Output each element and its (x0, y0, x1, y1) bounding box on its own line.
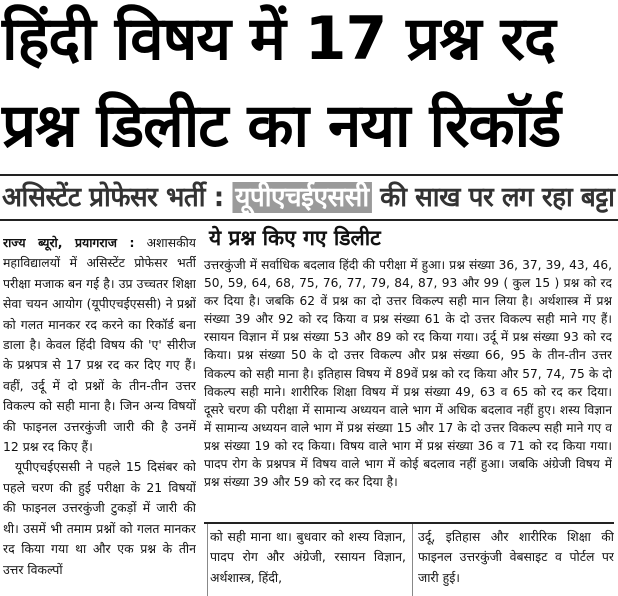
subheadline-highlight: यूपीएचईएससी (232, 182, 371, 213)
column-divider-left (207, 524, 208, 596)
byline: राज्य ब्यूरो, प्रयागराज : (3, 235, 135, 250)
box-divider (204, 522, 614, 524)
article-paragraph-2: यूपीएचईएससी ने पहले 15 दिसंबर को पहले चरण की हुई परीक्षा के 21 विषयों की फाइनल उत्तरकुंजी टुकड़ों में जारी की थी। उसमें भी तमाम प्रश्नों को गलत मानकर रद किया गया था और एक प्रश्न के तीन उत्तर विकल्पों (3, 459, 196, 577)
box-title: ये प्रश्न किए गए डिलीट (209, 226, 381, 250)
article-column-3: उर्दू, इतिहास और शारीरिक शिक्षा की फाइनल उत्तरकुंजी वेबसाइट व पोर्टल पर जारी हुई। (418, 529, 614, 585)
article-paragraph-1 (3, 233, 196, 457)
headline-line-1: हिंदी विषय में 17 प्रश्न रद (2, 4, 555, 74)
article-paragraph-1-text: अशासकीय महाविद्यालयों में असिस्टेंट प्रोफेसर भर्ती परीक्षा मजाक बन गई है। उप्र उच्चतर शिक्षा सेवा चयन आयोग (यूपीएचईएससी) ने प्रश्नों को गलत मानकर रद करने का रिकॉर्ड बना डाला है। केवल हिंदी विषय की 'ए' सीरीज के प्रश्नपत्र से 17 प्रश्न रद कर दिए गए हैं। वहीं, उर्दू में दो प्रश्नों के तीन-तीन उत्तर विकल्प को सही माना है। जिन अन्य विषयों की फाइनल उत्तरकुंजी जारी की है उनमें 12 प्रश्न रद किए हैं। (3, 235, 196, 455)
article-column-2: को सही माना था। बुधवार को शस्य विज्ञान, पादप रोग और अंग्रेजी, रसायन विज्ञान, अर्थशास्त्र, हिंदी, (210, 529, 406, 585)
column-divider-right (412, 524, 413, 596)
headline-divider (0, 174, 618, 176)
article-left-column (3, 233, 196, 596)
headline-line-2: प्रश्न डिलीट का नया रिकॉर्ड (2, 91, 561, 161)
subheadline (2, 178, 614, 218)
deleted-questions-box (203, 221, 618, 521)
subheadline-suffix: की साख पर लग रहा बट्टा (380, 182, 615, 213)
subheadline-prefix: असिस्टेंट प्रोफेसर भर्ती : (2, 182, 224, 213)
box-body: उत्तरकुंजी में सर्वाधिक बदलाव हिंदी की परीक्षा में हुआ। प्रश्न संख्या 36, 37, 39, 43, 46, 50, 59, 64, 68, 75, 76, 77, 79, 84, 87, 93 और 99 ( कुल 15 ) प्रश्न को रद कर दिया है। जबकि 62 वें प्रश्न का दो उत्तर विकल्प सही मान लिया है। अर्थशास्त्र में प्रश्न संख्या 39 और 92 को रद किया व प्रश्न संख्या 61 के दो उत्तर विकल्प सही माने गए हैं। रसायन विज्ञान में प्रश्न संख्या 53 और 89 को रद किया गया। उर्दू में प्रश्न संख्या 93 को रद किया। प्रश्न संख्या 50 के दो उत्तर विकल्प और प्रश्न संख्या 66, 95 के तीन-तीन उत्तर विकल्प को सही माना है। इतिहास विषय में 89वें प्रश्न को रद किया और 57, 74, 75 के दो विकल्प सही माने। शारीरिक शिक्षा विषय में प्रश्न संख्या 49, 63 व 65 को रद कर दिया। दूसरे चरण की परीक्षा में सामान्य अध्ययन वाले भाग में अधिक बदलाव नहीं हुए। शस्य विज्ञान में सामान्य अध्ययन वाले भाग में प्रश्न संख्या 15 और 17 के दो उत्तर विकल्प सही माने गए व प्रश्न संख्या 19 को रद किया। विषय वाले भाग में प्रश्न संख्या 36 व 71 को रद किया गया। पादप रोग के प्रश्नपत्र में विषय वाले भाग में कोई बदलाव नहीं हुआ। जबकि अंग्रेजी विषय में प्रश्न संख्या 39 और 59 को रद कर दिया है। (204, 258, 612, 490)
